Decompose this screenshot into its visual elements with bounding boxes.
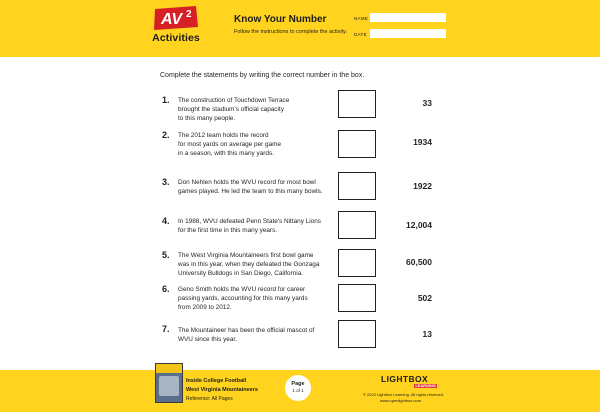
answer-box[interactable]	[338, 249, 376, 277]
answer-box[interactable]	[338, 284, 376, 312]
question-line: passing yards, accounting for this many yards	[178, 295, 308, 302]
question-line: WVU since this year.	[178, 336, 237, 343]
page-subtitle: Follow the instructions to complete the activity.	[234, 29, 348, 35]
question-line: for the first time in this many years.	[178, 227, 278, 234]
question-line: games played. He led the team to this many bowls.	[178, 188, 323, 195]
answer-box[interactable]	[338, 130, 376, 158]
answer-choice: 1934	[413, 137, 432, 147]
answer-choice: 13	[422, 329, 432, 339]
book-subtitle: West Virginia Mountaineers	[186, 387, 258, 393]
logo-label: Activities	[152, 32, 200, 44]
question-line: from 2009 to 2012.	[178, 304, 232, 311]
page-number: 1 of 1	[292, 388, 304, 393]
question-line: in a season, with this many yards.	[178, 150, 274, 157]
question-number: 7.	[162, 324, 170, 334]
question-line: Don Nehlen holds the WVU record for most bowl	[178, 179, 316, 186]
question-line: The West Virginia Mountaineers first bowl game	[178, 252, 314, 259]
question-line: for most yards on average per game	[178, 141, 282, 148]
website-url[interactable]: www.openlightbox.com	[380, 398, 421, 403]
question-number: 3.	[162, 177, 170, 187]
instructions: Complete the statements by writing the correct number in the box.	[160, 72, 365, 79]
question-number: 5.	[162, 250, 170, 260]
question-line: The 2012 team holds the record	[178, 132, 269, 139]
question-text	[178, 178, 336, 196]
answer-box[interactable]	[338, 211, 376, 239]
question-text	[178, 251, 336, 278]
page-title: Know Your Number	[234, 14, 327, 25]
question-number: 6.	[162, 284, 170, 294]
question-line: to this many people.	[178, 115, 236, 122]
question-text	[178, 131, 336, 158]
question-text	[178, 96, 336, 123]
logo-badge-sup: 2	[186, 9, 192, 20]
question-line: was in this year, when they defeated the Gonzaga	[178, 261, 320, 268]
question-number: 4.	[162, 216, 170, 226]
page-badge	[285, 375, 311, 401]
answer-box[interactable]	[338, 90, 376, 118]
book-title: Inside College Football	[186, 378, 247, 384]
name-field[interactable]	[370, 13, 446, 22]
book-cover-image	[155, 363, 183, 403]
question-line: In 1988, WVU defeated Penn State's Nittany Lions	[178, 218, 321, 225]
question-number: 2.	[162, 130, 170, 140]
question-text	[178, 217, 336, 235]
answer-choice: 1922	[413, 181, 432, 191]
copyright-text: © 2022 Lightbox Learning. All rights reserved.	[363, 392, 444, 397]
logo-badge-text: AV	[161, 11, 183, 28]
answer-box[interactable]	[338, 320, 376, 348]
answer-choice: 33	[422, 98, 432, 108]
av2-badge-icon	[152, 5, 200, 31]
answer-choice: 502	[417, 293, 432, 303]
lightbox-logo: LIGHTBOX	[381, 374, 429, 384]
date-field[interactable]	[370, 29, 446, 38]
answer-box[interactable]	[338, 172, 376, 200]
question-number: 1.	[162, 95, 170, 105]
question-line: Geno Smith holds the WVU record for career	[178, 286, 306, 293]
name-label: NAME	[354, 16, 369, 21]
question-line: brought the stadium's official capacity	[178, 106, 284, 113]
question-line: University Bulldogs in San Diego, California.	[178, 270, 304, 277]
book-cover-photo	[159, 376, 179, 396]
av2-logo	[146, 5, 206, 53]
book-cover-band	[156, 364, 182, 373]
question-line: The construction of Touchdown Terrace	[178, 97, 290, 104]
question-line: The Mountaineer has been the official mascot of	[178, 327, 315, 334]
reference-text: Reference: All Pages	[186, 396, 233, 402]
answer-choice: 60,500	[406, 257, 432, 267]
page-label: Page	[291, 381, 305, 387]
lightbox-learning-tag: LEARNING	[415, 384, 436, 388]
question-text	[178, 285, 336, 312]
date-label: DATE	[354, 32, 367, 37]
question-text	[178, 326, 336, 344]
answer-choice: 12,004	[406, 220, 432, 230]
